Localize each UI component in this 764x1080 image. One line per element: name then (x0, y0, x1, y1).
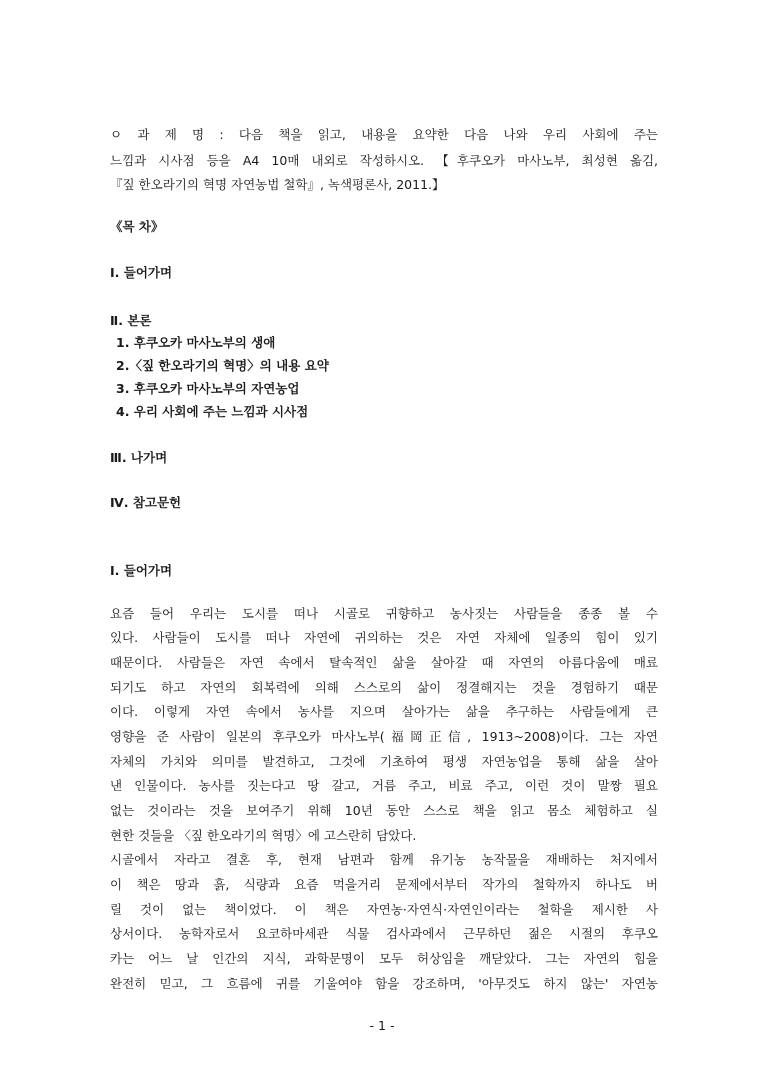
assignment-line: 『짚 한오라기의 혁명 자연농법 철학』, 녹색평론사, 2011.】 (110, 177, 445, 192)
body-line: 자체의 가치와 의미를 발견하고, 그것에 기초하여 평생 자연농업을 통해 삶을 살아 (110, 754, 658, 769)
section-heading: Ⅰ. 들어가며 (110, 563, 173, 578)
body-line: 있다. 사람들이 도시를 떠나 자연에 귀의하는 것은 자연 자체에 일종의 힘이 있기 (110, 630, 658, 645)
page-number: - 1 - (369, 1018, 395, 1033)
body-line: 영향을 준 사람이 일본의 후쿠오카 마사노부(福岡正信, 1913~2008)이다. 그는 자연 (110, 729, 658, 744)
toc-item: Ⅰ. 들어가며 (110, 265, 173, 280)
toc-subitem: 1. 후쿠오카 마사노부의 생애 (116, 335, 276, 350)
body-line: 낸 인물이다. 농사를 짓는다고 땅 갈고, 거름 주고, 비료 주고, 이런 것이 말짱 필요 (110, 778, 658, 793)
assignment-line: ㅇ 과 제 명 : 다음 책을 읽고, 내용을 요약한 다음 나와 우리 사회에 주는 (110, 127, 658, 142)
body-line: 릴 것이 없는 책이었다. 이 책은 자연농·자연식·자연인이라는 철학을 제시한 사 (110, 902, 658, 917)
toc-subitem: 4. 우리 사회에 주는 느낌과 시사점 (116, 404, 309, 419)
toc-item: Ⅲ. 나가며 (110, 450, 168, 465)
body-line: 되기도 하고 자연의 회복력에 의해 스스로의 삶이 정결해지는 것을 경험하기 때문 (110, 680, 658, 695)
toc-item: Ⅳ. 참고문헌 (110, 495, 182, 510)
toc-subitem: 3. 후쿠오카 마사노부의 자연농업 (116, 381, 300, 396)
toc-item: Ⅱ. 본론 (110, 313, 152, 328)
toc-subitem: 2.〈짚 한오라기의 혁명〉의 내용 요약 (116, 358, 329, 373)
body-line: 상서이다. 농학자로서 요코하마세관 식물 검사과에서 근무하던 젊은 시절의 후쿠오 (110, 926, 658, 941)
toc-heading: 《목 차》 (110, 219, 164, 234)
body-line: 때문이다. 사람들은 자연 속에서 탈속적인 삶을 살아갈 때 자연의 아름다움에 매료 (110, 655, 658, 670)
assignment-line: 느낌과 시사점 등을 A4 10매 내외로 작성하시오. 【후쿠오카 마사노부, 최성현 옮김, (110, 153, 658, 168)
body-line: 현한 것들을 〈짚 한오라기의 혁명〉에 고스란히 담았다. (110, 828, 417, 843)
body-line: 없는 것이라는 것을 보여주기 위해 10년 동안 스스로 책을 읽고 몸소 체험하고 실 (110, 803, 658, 818)
body-line: 이 책은 땅과 흙, 식량과 요즘 먹을거리 문제에서부터 작가의 철학까지 하나도 버 (110, 877, 658, 892)
body-line: 카는 어느 날 인간의 지식, 과학문명이 모두 허상임을 깨닫았다. 그는 자연의 힘을 (110, 951, 658, 966)
body-line: 완전히 믿고, 그 흐름에 귀를 기울여야 함을 강조하며, '아무것도 하지 않는' 자연농 (110, 976, 658, 991)
body-line: 이다. 이렇게 자연 속에서 농사를 지으며 살아가는 삶을 추구하는 사람들에게 큰 (110, 704, 658, 719)
body-line: 시골에서 자라고 결혼 후, 현재 남편과 함께 유기농 농작물을 재배하는 처지에서 (110, 852, 658, 867)
body-line: 요즘 들어 우리는 도시를 떠나 시골로 귀향하고 농사짓는 사람들을 종종 볼 수 (110, 606, 658, 621)
